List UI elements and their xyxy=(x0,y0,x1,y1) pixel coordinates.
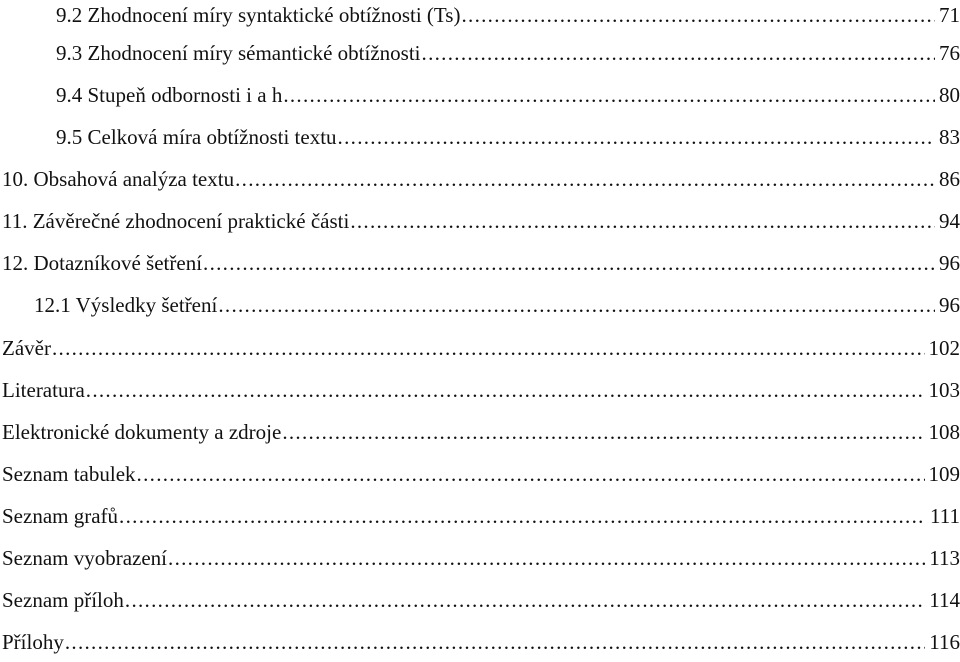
toc-leader-dots xyxy=(86,375,925,405)
toc-entry[interactable] xyxy=(2,248,960,278)
toc-entry-title: 12.1 Výsledky šetření xyxy=(34,293,218,317)
toc-entry-title: 9.4 Stupeň odbornosti i a h xyxy=(56,83,283,107)
toc-entry-page: 96 xyxy=(939,251,960,275)
toc-entry-page: 102 xyxy=(928,336,960,360)
toc-entry-page: 96 xyxy=(939,293,960,317)
toc-entry[interactable] xyxy=(2,164,960,194)
toc-entry[interactable] xyxy=(2,206,960,236)
toc-entry-title: Přílohy xyxy=(2,630,64,654)
toc-entry-title: Elektronické dokumenty a zdroje xyxy=(2,420,282,444)
toc-entry-title: 10. Obsahová analýza textu xyxy=(2,167,235,191)
toc-entry-page: 71 xyxy=(939,3,960,27)
toc-entry-page: 103 xyxy=(928,378,960,402)
toc-leader-dots xyxy=(137,459,925,489)
toc-entry-title: Závěr xyxy=(2,336,51,360)
toc-entry[interactable] xyxy=(2,627,960,657)
toc-entry-page: 111 xyxy=(930,504,960,528)
toc-entry-page: 76 xyxy=(939,41,960,65)
toc-entry-page: 86 xyxy=(939,167,960,191)
toc-entry-page: 109 xyxy=(928,462,960,486)
toc-entry[interactable] xyxy=(56,80,960,110)
toc-leader-dots xyxy=(125,585,925,615)
toc-entry-page: 116 xyxy=(929,630,960,654)
toc-entry[interactable] xyxy=(2,333,960,363)
toc-entry[interactable] xyxy=(56,0,960,30)
toc-entry[interactable] xyxy=(56,122,960,152)
toc-leader-dots xyxy=(52,333,925,363)
toc-entry-title: Seznam grafů xyxy=(2,504,119,528)
toc-leader-dots xyxy=(218,290,935,320)
toc-entry[interactable] xyxy=(56,38,960,68)
toc-leader-dots xyxy=(350,206,935,236)
toc-leader-dots xyxy=(168,543,925,573)
toc-entry-title: 11. Závěrečné zhodnocení praktické části xyxy=(2,209,350,233)
toc-entry-title: 12. Dotazníkové šetření xyxy=(2,251,203,275)
toc-entry-title: Seznam vyobrazení xyxy=(2,546,168,570)
toc-leader-dots xyxy=(422,38,935,68)
toc-entry[interactable] xyxy=(2,585,960,615)
toc-entry[interactable] xyxy=(34,290,960,320)
toc-entry[interactable] xyxy=(2,417,960,447)
toc-entry[interactable] xyxy=(2,375,960,405)
toc-entry-title: 9.3 Zhodnocení míry sémantické obtížnosti xyxy=(56,41,421,65)
toc-entry-page: 94 xyxy=(939,209,960,233)
toc-entry-title: Seznam příloh xyxy=(2,588,124,612)
toc-entry-page: 113 xyxy=(929,546,960,570)
toc-entry-title: 9.2 Zhodnocení míry syntaktické obtížnosti (Ts) xyxy=(56,3,461,27)
toc-entry[interactable] xyxy=(2,501,960,531)
toc-leader-dots xyxy=(461,0,935,30)
toc-entry-page: 83 xyxy=(939,125,960,149)
toc-leader-dots xyxy=(235,164,935,194)
toc-entry-page: 108 xyxy=(928,420,960,444)
toc-entry-page: 80 xyxy=(939,83,960,107)
toc-entry-title: 9.5 Celková míra obtížnosti textu xyxy=(56,125,337,149)
toc-leader-dots xyxy=(338,122,935,152)
toc-entry[interactable] xyxy=(2,543,960,573)
toc-entry-page: 114 xyxy=(929,588,960,612)
toc-entry-title: Literatura xyxy=(2,378,85,402)
toc-leader-dots xyxy=(65,627,925,657)
toc-leader-dots xyxy=(283,80,935,110)
toc-entry-title: Seznam tabulek xyxy=(2,462,136,486)
toc-leader-dots xyxy=(119,501,926,531)
toc-entry[interactable] xyxy=(2,459,960,489)
toc-leader-dots xyxy=(282,417,924,447)
toc-leader-dots xyxy=(203,248,935,278)
